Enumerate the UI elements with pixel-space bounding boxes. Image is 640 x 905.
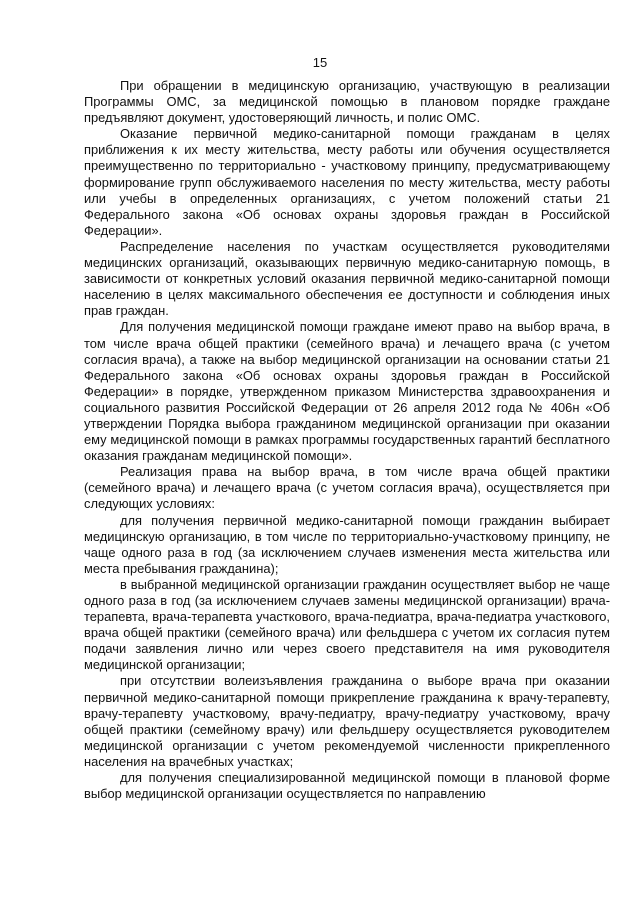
paragraph-specialized-care: для получения специализированной медицинской помощи в плановой форме выбор медицинской организации осуществляется по направлению: [84, 770, 610, 802]
paragraph-right-to-choose-doctor: Для получения медицинской помощи граждане имеют право на выбор врача, в том числе врача общей практики (семейного врача) и лечащего врача (с учетом согласия врача), а также на выбор медицинской организации на основании статьи 21 Федерального закона «Об основах охраны здоровья граждан в Российской Федерации» в порядке, утвержденном приказом Министерства здравоохранения и социального развития Российской Федерации от 26 апреля 2012 года № 406н «Об утверждении Порядка выбора гражданином медицинской организации при оказании ему медицинской помощи в рамках программы государственных гарантий бесплатного оказания гражданам медицинской помощи».: [84, 319, 610, 464]
page-number: 15: [312, 55, 328, 70]
document-body: [84, 78, 610, 802]
paragraph-primary-care-principle: Оказание первичной медико-санитарной помощи гражданам в целях приближения к их месту жительства, месту работы или обучения осуществляется преимущественно по территориально - участковому принципу, предусматривающему формирование групп обслуживаемого населения по месту жительства, месту работы или учебы в определенных организациях, с учетом положений статьи 21 Федерального закона «Об основах охраны здоровья граждан в Российской Федерации».: [84, 126, 610, 238]
paragraph-population-distribution: Распределение населения по участкам осуществляется руководителями медицинских организаций, оказывающих первичную медико-санитарную помощь, в зависимости от конкретных условий оказания первичной медико-санитарной помощи населению в целях максимального обеспечения ее доступности и соблюдения иных прав граждан.: [84, 238, 610, 319]
paragraph-condition-choose-doctor: в выбранной медицинской организации гражданин осуществляет выбор не чаще одного раза в год (за исключением случаев замены медицинской организации) врача-терапевта, врача-терапевта участкового, врача-педиатра, врача-педиатра участкового, врача общей практики (семейного врача) или фельдшера с учетом их согласия путем подачи заявления лично или через своего представителя на имя руководителя медицинской организации;: [84, 576, 610, 673]
paragraph-oms-documents: При обращении в медицинскую организацию, участвующую в реализации Программы ОМС, за медицинской помощью в плановом порядке граждане предъявляют документ, удостоверяющий личность, и полис ОМС.: [84, 78, 610, 126]
paragraph-condition-default-assignment: при отсутствии волеизъявления гражданина о выборе врача при оказании первичной медико-санитарной помощи прикрепление гражданина к врачу-терапевту, врачу-терапевту участковому, врачу-педиатру, врачу-педиатру участковому, врачу общей практики (семейному врачу) или фельдшеру осуществляется руководителем медицинской организации с учетом рекомендуемой численности прикрепленного населения на врачебных участках;: [84, 673, 610, 769]
paragraph-choice-conditions-intro: Реализация права на выбор врача, в том числе врача общей практики (семейного врача) и лечащего врача (с учетом согласия врача), осуществляется при следующих условиях:: [84, 464, 610, 512]
paragraph-condition-choose-organization: для получения первичной медико-санитарной помощи гражданин выбирает медицинскую организацию, в том числе по территориально-участковому принципу, не чаще одного раза в год (за исключением случаев изменения места жительства или места пребывания гражданина);: [84, 512, 610, 576]
